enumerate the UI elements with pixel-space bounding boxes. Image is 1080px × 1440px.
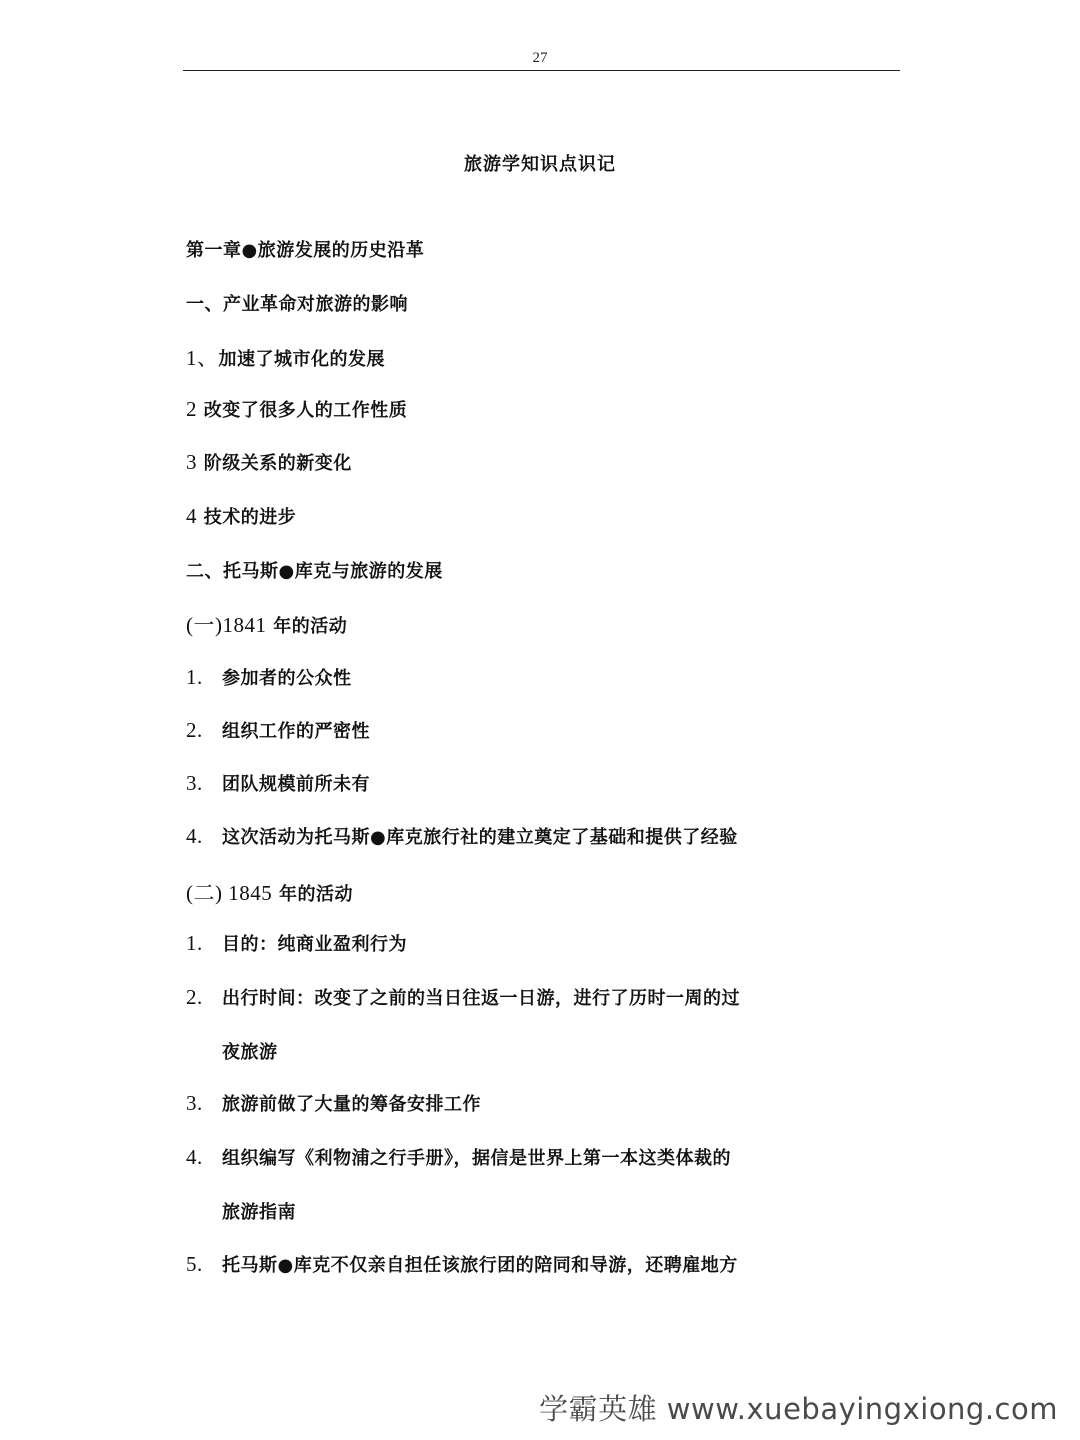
- item-number: 4: [186, 504, 197, 528]
- line-text: 阶级关系的新变化: [203, 453, 352, 474]
- item-number: 5.: [186, 1252, 203, 1276]
- item-number: 3.: [186, 771, 203, 795]
- list-item: [186, 1144, 731, 1170]
- line-text: 年的活动: [273, 616, 348, 637]
- item-number: 3: [186, 450, 197, 474]
- document-title: 旅游学知识点识记: [464, 154, 616, 175]
- item-number: 1、: [186, 346, 219, 370]
- list-item: [186, 930, 407, 956]
- list-item: [186, 1090, 481, 1116]
- list-item: [186, 503, 296, 529]
- line-text: 组织工作的严密性: [222, 721, 370, 742]
- item-number: 3.: [186, 1091, 203, 1115]
- line-text: 二、托马斯●库克与旅游的发展: [186, 561, 443, 582]
- list-item: [186, 396, 407, 422]
- list-item: [186, 664, 352, 690]
- list-item: [186, 717, 370, 743]
- item-number: 2.: [186, 718, 203, 742]
- list-item: [186, 823, 738, 849]
- line-text: 第一章●旅游发展的历史沿革: [186, 240, 425, 261]
- item-number: 1.: [186, 931, 203, 955]
- watermark: 学霸英雄 www.xuebayingxiong.com: [539, 1392, 1058, 1426]
- subsection-heading: [186, 609, 347, 639]
- line-text: 目的：纯商业盈利行为: [222, 934, 407, 955]
- section-heading: [186, 290, 408, 316]
- list-item-continuation: [222, 1198, 296, 1224]
- line-text: 这次活动为托马斯●库克旅行社的建立奠定了基础和提供了经验: [222, 827, 738, 848]
- line-text: 技术的进步: [203, 507, 297, 528]
- item-number: 4.: [186, 1145, 203, 1169]
- list-item-continuation: [222, 1038, 278, 1064]
- chapter-heading: [186, 236, 424, 262]
- line-text: 团队规模前所未有: [222, 774, 370, 795]
- section-heading: [186, 557, 443, 583]
- line-text: 夜旅游: [222, 1042, 278, 1063]
- page-number: 27: [532, 50, 548, 66]
- item-number: 2.: [186, 985, 203, 1009]
- list-item: [186, 1251, 738, 1277]
- item-number: (一)1841: [186, 613, 267, 637]
- line-text: 托马斯●库克不仅亲自担任该旅行团的陪同和导游，还聘雇地方: [222, 1255, 738, 1276]
- item-number: 1.: [186, 665, 203, 689]
- line-text: 改变了很多人的工作性质: [203, 400, 408, 421]
- line-text: 加速了城市化的发展: [218, 349, 385, 370]
- list-item: [186, 770, 370, 796]
- line-text: 旅游指南: [222, 1202, 296, 1223]
- line-text: 出行时间：改变了之前的当日往返一日游，进行了历时一周的过: [222, 988, 740, 1009]
- line-text: 年的活动: [279, 884, 354, 905]
- line-text: 参加者的公众性: [222, 668, 352, 689]
- item-number: 2: [186, 397, 197, 421]
- list-item: [186, 342, 385, 372]
- header-rule: [183, 70, 900, 71]
- line-text: 旅游前做了大量的筹备安排工作: [222, 1094, 481, 1115]
- subsection-heading: [186, 877, 353, 907]
- line-text: 组织编写《利物浦之行手册》，据信是世界上第一本这类体裁的: [222, 1148, 731, 1169]
- list-item: [186, 449, 352, 475]
- line-text: 一、产业革命对旅游的影响: [186, 294, 408, 315]
- list-item: [186, 984, 740, 1010]
- item-number: (二) 1845: [186, 881, 273, 905]
- item-number: 4.: [186, 824, 203, 848]
